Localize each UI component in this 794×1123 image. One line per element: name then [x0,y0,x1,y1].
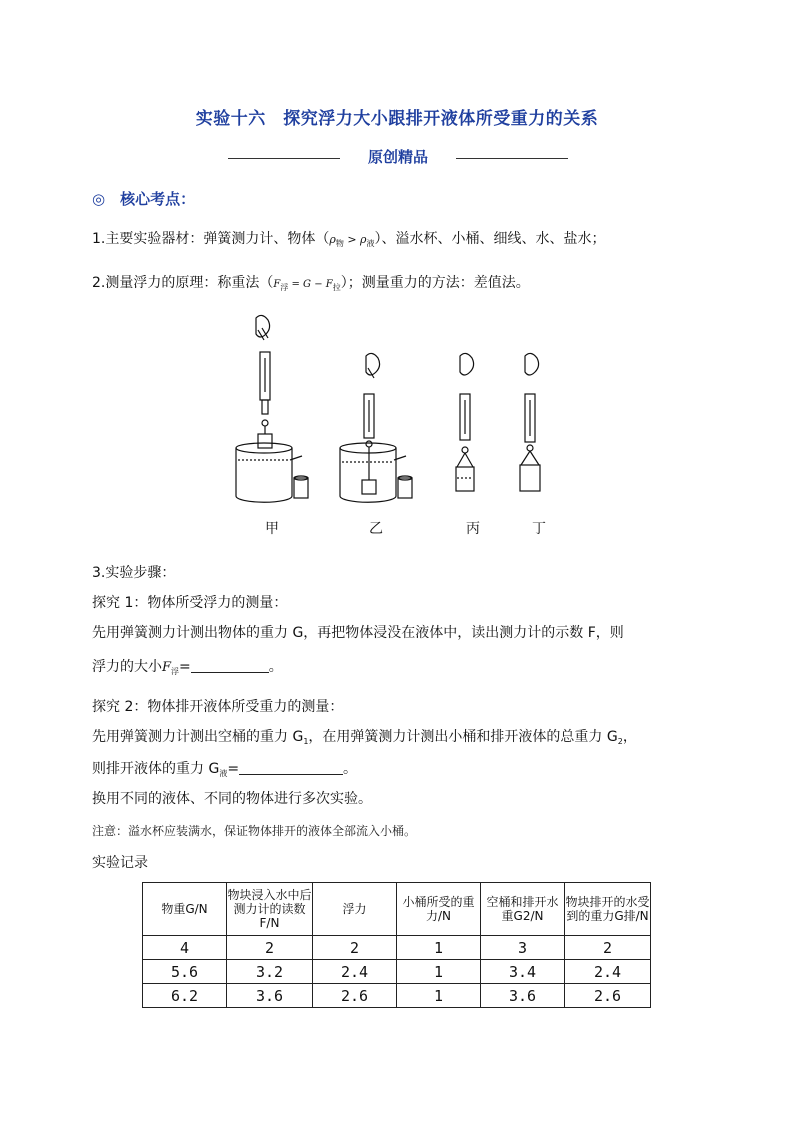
explore1-text: 先用弹簧测力计测出物体的重力 G，再把物体浸没在液体中，读出测力计的示数 F，则 [92,625,624,641]
explore2-text-b-sub: 2 [617,737,623,746]
setup-bing [456,353,474,491]
explore2-text-c: ， [622,729,637,745]
gt-sign: > [343,233,361,246]
record-table [142,882,651,1008]
explore1-answer-prefix: 浮力的大小 [92,659,162,675]
table-cell: 6.2 [143,984,227,1008]
subtitle: 原创精品 [367,148,428,166]
table-cell: 3.6 [227,984,313,1008]
table-cell: 3.2 [227,960,313,984]
table-header: 物重G/N [143,883,227,936]
rho-object: ρ [329,233,336,246]
record-heading: 实验记录 [92,855,148,871]
table-header-row [143,883,651,936]
formula-f-sub: 浮 [280,283,289,292]
table-header: 物块排开的水受到的重力G排/N [565,883,651,936]
setup-yi [340,353,412,502]
figure-label-jia: 甲 [265,521,279,537]
explore2-answer-end: 。 [343,761,358,777]
formula-mid: = G − F [288,279,333,290]
explore2-text [92,726,637,746]
table-cell: 4 [143,936,227,960]
setup-jia [236,315,308,502]
item1-prefix: 1.主要实验器材：弹簧测力计、物体（ [92,231,330,247]
explore2-answer-sub: 液 [219,769,228,778]
explore2-answer-eq: = [227,761,240,777]
table-header: 空桶和排开水重G2/N [481,883,565,936]
explore2-answer-blank[interactable] [239,760,343,775]
table-cell: 2.4 [565,960,651,984]
explore2-text-b: ，在用弹簧测力计测出小桶和排开液体的总重力 G [308,729,618,745]
table-row [143,984,651,1008]
explore1-answer-eq: = [179,659,191,675]
explore1-answer-end: 。 [268,659,283,675]
rho-liquid-sub: 液 [366,239,375,248]
item1-suffix: ）、溢水杯、小桶、细线、水、盐水； [374,231,606,247]
explore2-answer [92,758,357,779]
steps-heading: 3.实验步骤： [92,565,176,581]
explore2-repeat: 换用不同的液体、不同的物体进行多次实验。 [92,791,372,807]
table-header: 浮力 [313,883,397,936]
table-cell: 1 [397,984,481,1008]
item-principle [92,272,530,293]
table-cell: 3.4 [481,960,565,984]
table-cell: 2.6 [565,984,651,1008]
table-header: 物块浸入水中后测力计的读数F/N [227,883,313,936]
table-cell: 2.4 [313,960,397,984]
note: 注意：溢水杯应装满水，保证物体排开的液体全部流入小桶。 [92,824,417,838]
explore2-text-a: 先用弹簧测力计测出空桶的重力 G [92,729,304,745]
table-cell: 1 [397,960,481,984]
table-cell: 3.6 [481,984,565,1008]
table-row [143,936,651,960]
subtitle-rule-right [456,158,568,159]
table-cell: 2 [565,936,651,960]
explore2-text-a-sub: 1 [303,737,309,746]
table-row [143,960,651,984]
table-cell: 1 [397,936,481,960]
rho-object-sub: 物 [335,239,344,248]
experiment-illustration [228,310,568,510]
setup-ding [520,353,540,491]
subtitle-rule-left [228,158,340,159]
table-header: 小桶所受的重力/N [397,883,481,936]
page-title: 实验十六 探究浮力大小跟排开液体所受重力的关系 [195,109,599,129]
formula-f: F [273,279,281,290]
figure-label-bing: 丙 [466,521,480,537]
item-equipment [92,228,606,249]
explore2-answer-prefix: 则排开液体的重力 G [92,761,220,777]
figure-label-yi: 乙 [369,521,383,537]
explore1-answer-var: F [162,660,172,675]
table-cell: 2 [313,936,397,960]
explore1-answer-blank[interactable] [191,658,269,673]
table-cell: 2.6 [313,984,397,1008]
item2-prefix: 2.测量浮力的原理：称重法（ [92,275,274,291]
subtitle-row [228,146,568,168]
explore1-answer [92,656,283,677]
explore2-heading: 探究 2：物体排开液体所受重力的测量： [92,699,344,715]
table-cell: 2 [227,936,313,960]
core-heading: ◎ 核心考点： [92,190,196,208]
item2-suffix: ）；测量重力的方法：差值法。 [340,275,530,291]
table-cell: 3 [481,936,565,960]
formula-sub2: 拉 [332,283,341,292]
explore1-answer-sub: 浮 [171,667,180,676]
table-cell: 5.6 [143,960,227,984]
figure-label-ding: 丁 [532,521,546,537]
rho-liquid: ρ [360,233,367,246]
explore1-heading: 探究 1：物体所受浮力的测量： [92,595,288,611]
